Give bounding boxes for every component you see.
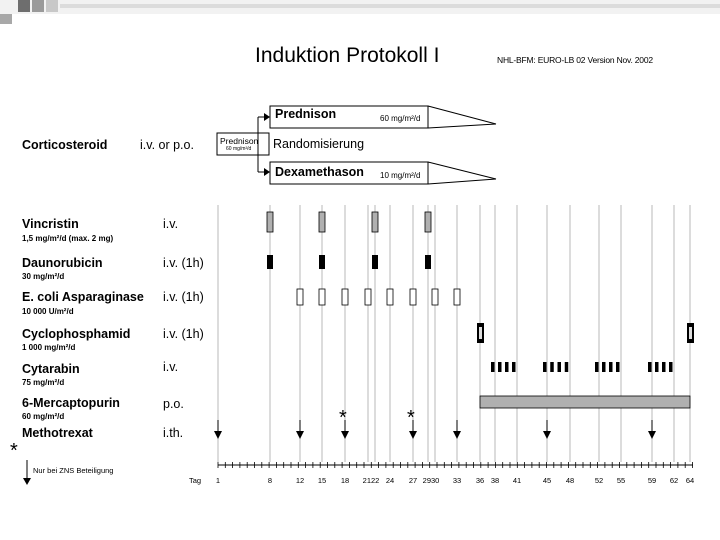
route-methotrexat: i.th.: [163, 426, 184, 440]
cytarabin-dose-bar: [565, 362, 569, 372]
daunorubicin-dose-bar: [319, 255, 325, 269]
dexamethason-label: Dexamethason: [275, 165, 364, 179]
drug-name-cytarabin: Cytarabin: [22, 362, 80, 376]
drug-name-corticosteroid: Corticosteroid: [22, 138, 108, 152]
asparaginase-dose-bar: [410, 289, 416, 305]
asparaginase-dose-bar: [297, 289, 303, 305]
route-mercaptopurin: p.o.: [163, 397, 184, 411]
day-label: 62: [669, 476, 679, 485]
daunorubicin-dose-bar: [425, 255, 431, 269]
day-label: 33: [452, 476, 462, 485]
drug-dose-cytarabin: 75 mg/m²/d: [22, 378, 65, 387]
daunorubicin-dose-bar: [372, 255, 378, 269]
asparaginase-dose-bar: [342, 289, 348, 305]
footnote-text: Nur bei ZNS Beteiligung: [33, 466, 114, 475]
cytarabin-dose-bar: [543, 362, 547, 372]
drug-dose-cyclophosphamid: 1 000 mg/m²/d: [22, 343, 76, 352]
day-label: 38: [490, 476, 500, 485]
cytarabin-dose-bar: [616, 362, 620, 372]
dexamethason-dose: 10 mg/m²/d: [380, 171, 421, 180]
cytarabin-dose-bar: [505, 362, 509, 372]
dexamethason-taper-line: [428, 162, 496, 179]
methotrexat-arrow-icon: [341, 431, 349, 439]
prednison-taper-line: [428, 106, 496, 124]
drug-name-vincristin: Vincristin: [22, 217, 79, 231]
route-cyclophosphamid: i.v. (1h): [163, 327, 204, 341]
route-corticosteroid: i.v. or p.o.: [140, 138, 194, 152]
cytarabin-dose-bar: [655, 362, 659, 372]
cytarabin-dose-bar: [595, 362, 599, 372]
vincristin-dose-bar: [425, 212, 431, 232]
methotrexat-arrow-icon: [409, 431, 417, 439]
vincristin-dose-bar: [372, 212, 378, 232]
day-label: 27: [408, 476, 418, 485]
day-label: 1: [215, 476, 221, 485]
route-vincristin: i.v.: [163, 217, 179, 231]
protocol-version: NHL-BFM: EURO-LB 02 Version Nov. 2002: [497, 55, 653, 65]
prednison-dose: 60 mg/m²/d: [380, 114, 421, 123]
methotrexat-arrow-icon: [214, 431, 222, 439]
cytarabin-dose-bar: [609, 362, 613, 372]
methotrexat-arrow-icon: [543, 431, 551, 439]
slide-title: Induktion Protokoll I: [255, 44, 440, 67]
axis-label-tag: Tag: [189, 476, 202, 485]
day-label: 52: [594, 476, 604, 485]
cytarabin-dose-bar: [648, 362, 652, 372]
day-label: 48: [565, 476, 575, 485]
drug-dose-daunorubicin: 30 mg/m²/d: [22, 272, 65, 281]
methotrexat-arrow-icon: [648, 431, 656, 439]
cns-star-icon: *: [339, 407, 347, 429]
drug-name-methotrexat: Methotrexat: [22, 426, 93, 440]
day-label: 64: [685, 476, 695, 485]
vincristin-dose-bar: [267, 212, 273, 232]
route-asparaginase: i.v. (1h): [163, 290, 204, 304]
cytarabin-dose-bar: [491, 362, 495, 372]
drug-name-daunorubicin: Daunorubicin: [22, 256, 103, 270]
vincristin-dose-bar: [319, 212, 325, 232]
day-label: 2930: [422, 476, 440, 485]
day-label: 55: [616, 476, 626, 485]
prednison-pre-phase-dose: 60 mg/m²/d: [226, 146, 252, 152]
cns-star-icon: *: [407, 407, 415, 429]
asparaginase-dose-bar: [432, 289, 438, 305]
day-label: 15: [317, 476, 327, 485]
methotrexat-arrow-icon: [453, 431, 461, 439]
drug-name-asparaginase: E. coli Asparaginase: [22, 290, 144, 304]
drug-dose-mercaptopurin: 60 mg/m²/d: [22, 412, 65, 421]
cytarabin-dose-bar: [602, 362, 606, 372]
route-daunorubicin: i.v. (1h): [163, 256, 204, 270]
day-label: 36: [475, 476, 485, 485]
prednison-pre-phase-label: Prednison: [220, 136, 259, 146]
drug-dose-asparaginase: 10 000 U/m²/d: [22, 307, 74, 316]
randomisation-label: Randomisierung: [273, 137, 365, 151]
footnote-arrow-icon: [22, 460, 32, 486]
asparaginase-dose-bar: [454, 289, 460, 305]
day-label: 41: [512, 476, 522, 485]
cytarabin-dose-bar: [662, 362, 666, 372]
methotrexat-arrow-icon: [296, 431, 304, 439]
cytarabin-dose-bar: [669, 362, 673, 372]
day-label: 12: [295, 476, 305, 485]
drug-dose-vincristin: 1,5 mg/m²/d (max. 2 mg): [22, 234, 114, 243]
footnote-symbol: *: [10, 440, 18, 462]
day-label: 59: [647, 476, 657, 485]
daunorubicin-dose-bar: [267, 255, 273, 269]
day-label: 24: [385, 476, 395, 485]
route-cytarabin: i.v.: [163, 360, 179, 374]
day-label: 2122: [362, 476, 380, 485]
day-label: 8: [267, 476, 273, 485]
prednison-label: Prednison: [275, 107, 337, 121]
day-label: 18: [340, 476, 350, 485]
day-label: 45: [542, 476, 552, 485]
asparaginase-dose-bar: [365, 289, 371, 305]
asparaginase-dose-bar: [319, 289, 325, 305]
drug-name-mercaptopurin: 6-Mercaptopurin: [22, 396, 120, 410]
drug-name-cyclophosphamid: Cyclophosphamid: [22, 327, 131, 341]
mercaptopurin-bar: [480, 396, 690, 408]
asparaginase-dose-bar: [387, 289, 393, 305]
cytarabin-dose-bar: [558, 362, 562, 372]
cytarabin-dose-bar: [550, 362, 554, 372]
cytarabin-dose-bar: [498, 362, 502, 372]
cytarabin-dose-bar: [512, 362, 516, 372]
